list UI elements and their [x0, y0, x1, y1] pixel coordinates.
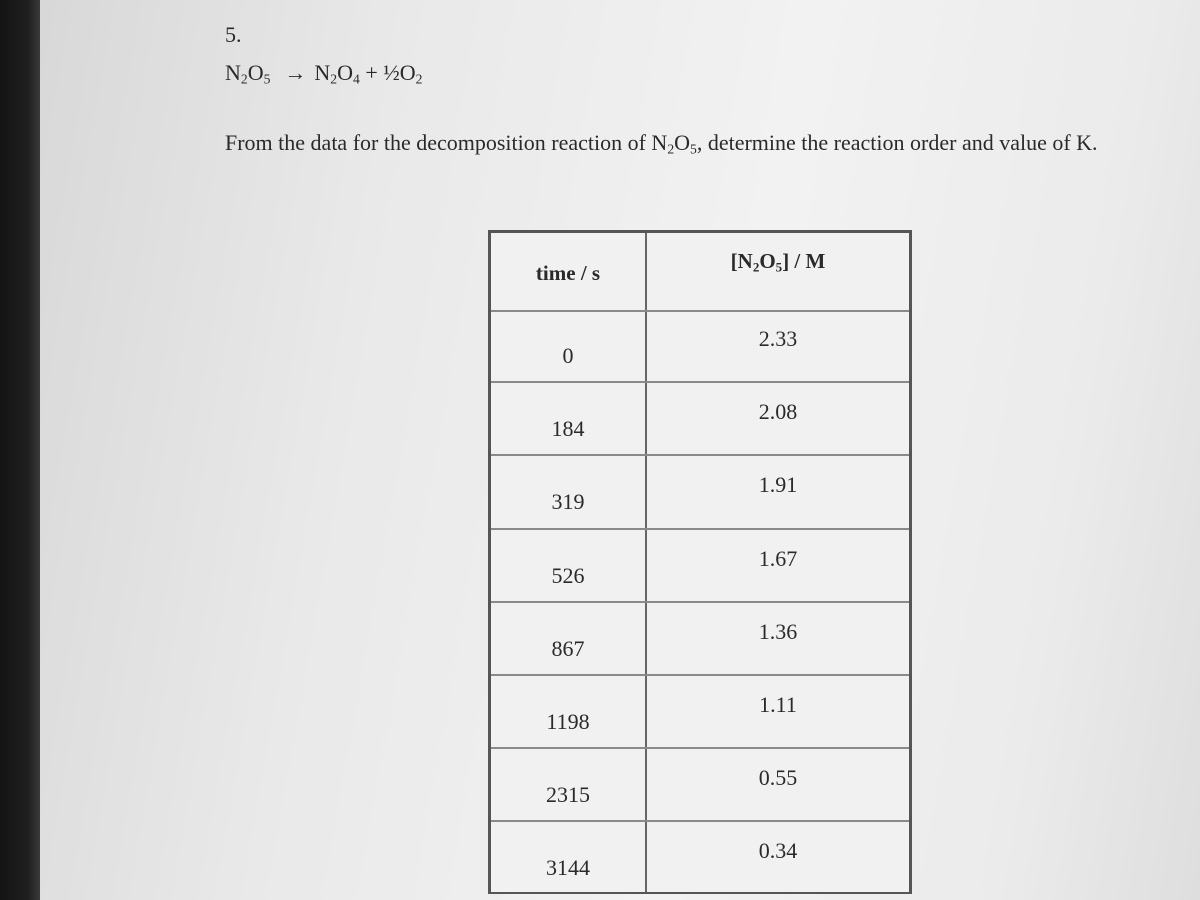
- concentration-cell: 0.34: [758, 838, 798, 864]
- product-formula-2: $\frac{1}{2}O_2$: [383, 60, 423, 87]
- time-cell: 2315: [546, 782, 590, 808]
- time-cell: 1198: [546, 709, 590, 734]
- time-cell: 3144: [546, 855, 590, 881]
- plus-sign: +: [365, 60, 378, 85]
- concentration-cell: 1.91: [758, 472, 798, 498]
- header-time: time / s: [535, 261, 601, 285]
- table-row: [491, 310, 909, 383]
- concentration-cell: 1.36: [758, 618, 798, 644]
- table-row: [491, 676, 909, 749]
- reactant-formula: $N_2O_5$: [225, 60, 271, 87]
- concentration-cell: 1.67: [758, 545, 798, 571]
- data-table: [488, 230, 912, 894]
- table-row: [491, 749, 909, 822]
- photo-dark-edge: [0, 0, 40, 900]
- time-cell: 867: [551, 635, 585, 661]
- table-row: [491, 530, 909, 603]
- concentration-cell: 1.11: [759, 692, 797, 717]
- concentration-cell: 2.33: [758, 326, 798, 351]
- reaction-equation: [225, 60, 422, 86]
- question-prompt: From the data for the decomposition reaction of $N_2O_5$, determine the reaction order and value of K.: [225, 130, 1098, 157]
- reaction-arrow: →: [284, 60, 307, 85]
- time-cell: 184: [551, 416, 585, 442]
- concentration-cell: 0.55: [758, 765, 798, 791]
- table-row: [491, 456, 909, 529]
- table-row: [491, 822, 909, 893]
- time-cell: 319: [551, 489, 585, 515]
- table-header-row: [491, 233, 909, 312]
- concentration-cell: 2.08: [758, 399, 798, 425]
- table-row: [491, 603, 909, 676]
- question-number: 5.: [225, 22, 242, 47]
- table-row: [491, 383, 909, 456]
- time-cell: 0: [562, 343, 574, 368]
- time-cell: 526: [551, 562, 585, 588]
- header-concentration: $[N_2O_5]$ / M: [730, 249, 826, 275]
- product-formula-1: $N_2O_4$: [314, 60, 360, 87]
